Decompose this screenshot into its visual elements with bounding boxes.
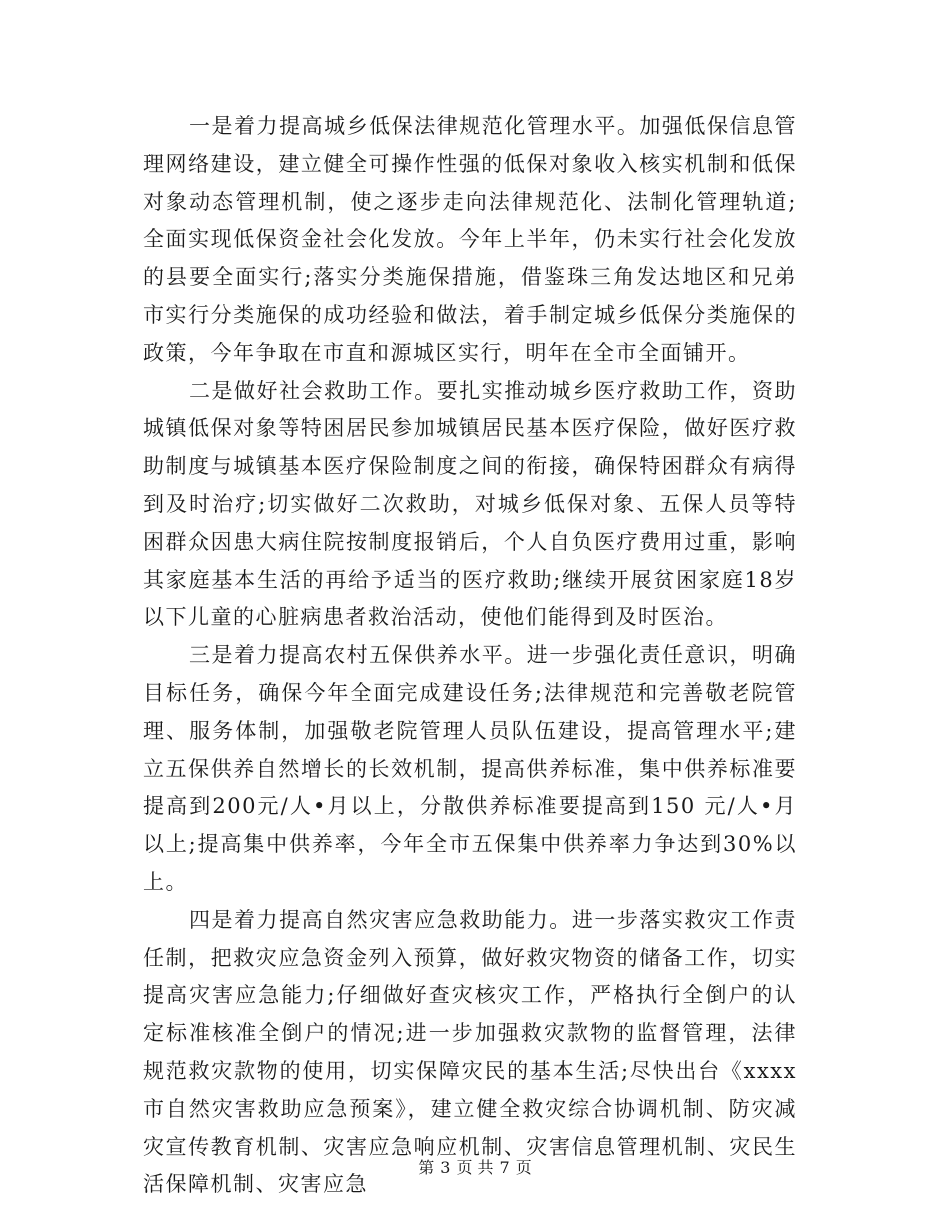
document-body — [143, 108, 797, 1204]
page-footer — [0, 1155, 950, 1178]
paragraph-1: 一是着力提高城乡低保法律规范化管理水平。加强低保信息管理网络建设，建立健全可操作性强的低保对象收入核实机制和低保对象动态管理机制，使之逐步走向法律规范化、法制化管理轨道;全面实现低保资金社会化发放。今年上半年，仍未实行社会化发放的县要全面实行;落实分类施保措施，借鉴珠三角发达地区和兄弟市实行分类施保的成功经验和做法，着手制定城乡低保分类施保的政策，今年争取在市直和源城区实行，明年在全市全面铺开。 — [143, 114, 797, 365]
footer-middle: 页 共 — [456, 1158, 494, 1177]
footer-prefix: 第 — [418, 1158, 435, 1177]
paragraph-2: 二是做好社会救助工作。要扎实推动城乡医疗救助工作，资助城镇低保对象等特困居民参加城镇居民基本医疗保险，做好医疗救助制度与城镇基本医疗保险制度之间的衔接，确保特困群众有病得到及时治疗;切实做好二次救助，对城乡低保对象、五保人员等特困群众因患大病住院按制度报销后，个人自负医疗费用过重，影响其家庭基本生活的再给予适当的医疗救助;继续开展贫困家庭18岁以下儿童的心脏病患者救治活动，使他们能得到及时医治。 — [143, 378, 797, 630]
total-pages-number: 7 — [499, 1158, 510, 1177]
paragraph-4: 四是着力提高自然灾害应急救助能力。进一步落实救灾工作责任制，把救灾应急资金列入预算，做好救灾物资的储备工作，切实提高灾害应急能力;仔细做好查灾核灾工作，严格执行全倒户的认定标准核准全倒户的情况;进一步加强救灾款物的监督管理，法律规范救灾款物的使用，切实保障灾民的基本生活;尽快出台《xxxx市自然灾害救助应急预案》，建立健全救灾综合协调机制、防灾减灾宣传教育机制、灾害应急响应机制、灾害信息管理机制、灾民生活保障机制、灾害应急 — [143, 907, 797, 1197]
footer-suffix: 页 — [515, 1158, 532, 1177]
current-page-number: 3 — [440, 1158, 451, 1177]
paragraph-3: 三是着力提高农村五保供养水平。进一步强化责任意识，明确目标任务，确保今年全面完成建设任务;法律规范和完善敬老院管理、服务体制，加强敬老院管理人员队伍建设，提高管理水平;建立五保供养自然增长的长效机制，提高供养标准，集中供养标准要提高到200元/人•月以上，分散供养标准要提高到150 元/人•月以上;提高集中供养率，今年全市五保集中供养率力争达到30%以上。 — [143, 643, 797, 894]
